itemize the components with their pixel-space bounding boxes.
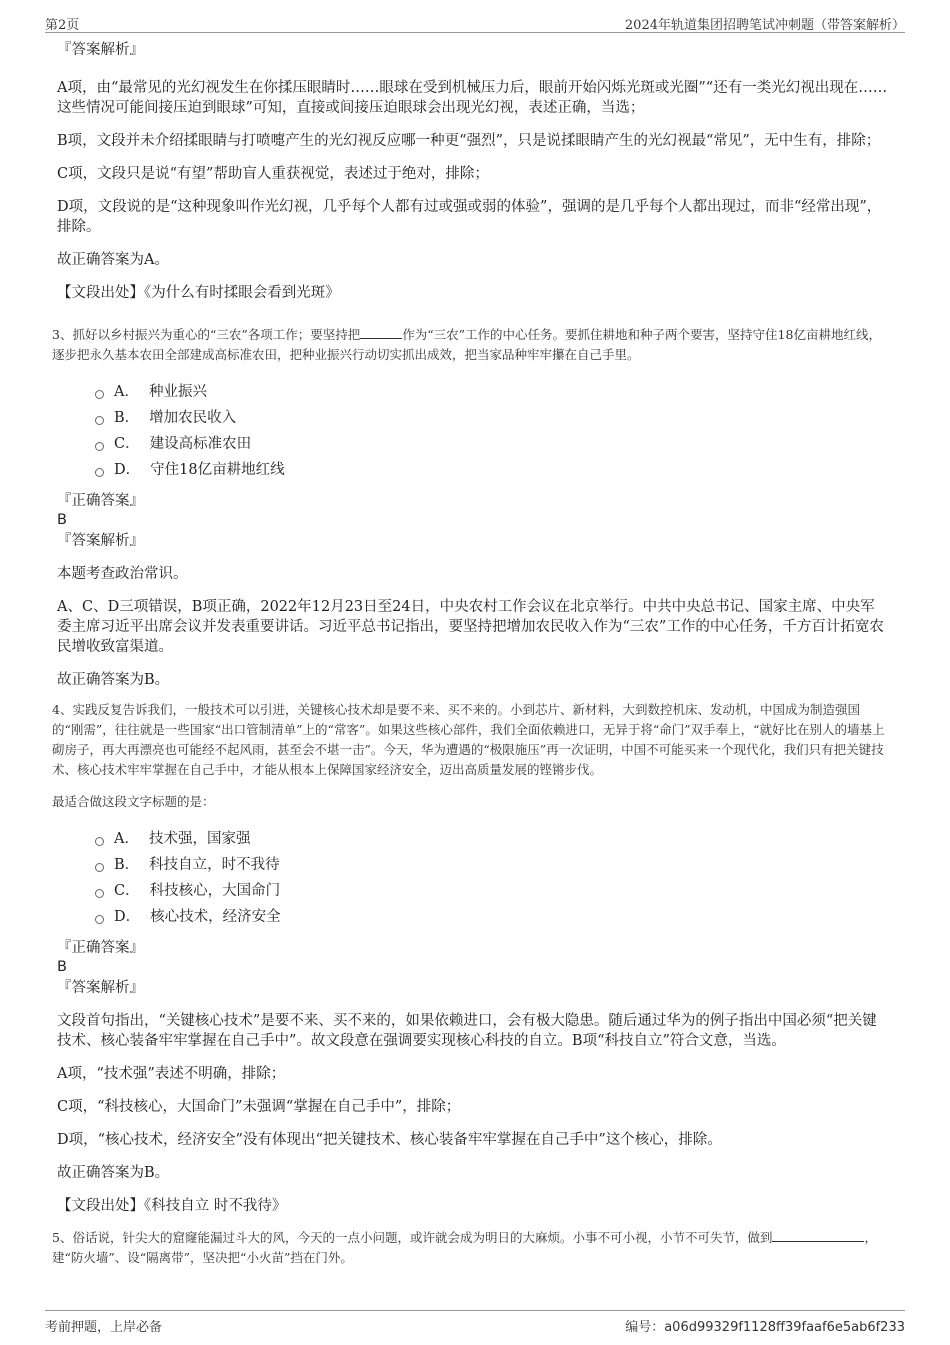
q3-option-b[interactable]: B． 增加农民收入 xyxy=(95,405,888,431)
radio-icon[interactable] xyxy=(95,468,104,477)
q2-analysis-tag: 『答案解析』 xyxy=(57,42,144,58)
q4-source: 【文段出处】《科技自立 时不我待》 xyxy=(57,1198,287,1214)
q2-conclusion: 故正确答案为A。 xyxy=(57,252,169,268)
q4-analysis-c: C项，“科技核心，大国命门”未强调“掌握在自己手中”，排除； xyxy=(57,1099,461,1115)
radio-icon[interactable] xyxy=(95,837,104,846)
q5-stem: 5、俗话说，针尖大的窟窿能漏过斗大的风，今天的一点小问题，或许就会成为明日的大麻烦。小事不可小视，小节不可失节，做到 ，建“防火墙”、设“隔离带”，坚决把“小火苗”挡在门外。 xyxy=(52,1230,877,1265)
q3-correct-tag: 『正确答案』 xyxy=(57,493,144,509)
document-content xyxy=(52,40,888,1276)
q2-analysis-a: A项，由“最常见的光幻视发生在你揉压眼睛时……眼球在受到机械压力后，眼前开始闪烁光斑或光圈”“还有一类光幻视出现在……这些情况可能间接压迫到眼球”可知，直接或间接压迫眼球会出现光幻视，表述正确，当选； xyxy=(57,80,888,116)
fill-blank xyxy=(360,326,402,339)
q3-options xyxy=(95,379,888,483)
q3-option-a[interactable]: A． 种业振兴 xyxy=(95,379,888,405)
page-footer xyxy=(45,1310,905,1333)
q2-analysis-d: D项，文段说的是“这种现象叫作光幻视，几乎每个人都有过或强或弱的体验”，强调的是几乎每个人都出现过，而非“经常出现”，排除。 xyxy=(57,199,882,235)
q3-option-c[interactable]: C． 建设高标准农田 xyxy=(95,431,888,457)
q4-options xyxy=(95,826,888,930)
q4-option-c[interactable]: C． 科技核心，大国命门 xyxy=(95,878,888,904)
q3-conclusion: 故正确答案为B。 xyxy=(57,672,170,688)
q4-question: 最适合做这段文字标题的是： xyxy=(52,794,215,809)
q4-option-b[interactable]: B． 科技自立，时不我待 xyxy=(95,852,888,878)
radio-icon[interactable] xyxy=(95,390,104,399)
radio-icon[interactable] xyxy=(95,416,104,425)
q4-analysis-a: A项，“技术强”表述不明确，排除； xyxy=(57,1066,286,1082)
q3-stem: 3、抓好以乡村振兴为重心的“三农”各项工作；要坚持把 作为“三农”工作的中心任务。要抓住耕地和种子两个要害，坚持守住18亿亩耕地红线，逐步把永久基本农田全部建成高标准农田，把种业振兴行动切实抓出成效，把当家品种牢牢攥在自己手里。 xyxy=(52,327,881,362)
page-header xyxy=(45,10,905,33)
q4-analysis-d: D项，“核心技术，经济安全”没有体现出“把关键技术、核心装备牢牢掌握在自己手中”这个核心，排除。 xyxy=(57,1132,722,1148)
q3-analysis-tag: 『答案解析』 xyxy=(57,533,144,549)
document-code: 编号：a06d99329f1128ff39faaf6e5ab6f233 xyxy=(625,1320,905,1335)
radio-icon[interactable] xyxy=(95,915,104,924)
radio-icon[interactable] xyxy=(95,442,104,451)
q3-option-d[interactable]: D． 守住18亿亩耕地红线 xyxy=(95,457,888,483)
page-number: 第2页 xyxy=(45,18,80,33)
fill-blank xyxy=(772,1229,864,1242)
q4-stem: 4、实践反复告诉我们，一般技术可以引进，关键核心技术却是要不来、买不来的。小到芯片、新材料，大到数控机床、发动机，中国成为制造强国的“刚需”，往往就是一些国家“出口管制清单”上的“常客”。如果这些核心部件，我们全面依赖进口，无异于将“命门”双手奉上，“就好比在别人的墙基上砌房子，再大再漂亮也可能经不起风雨，甚至会不堪一击”。今天，华为遭遇的“极限施压”再一次证明，中国不可能买来一个现代化，我们只有把关键技术、核心技术牢牢掌握在自己手中，才能从根本上保障国家经济安全，迈出高质量发展的铿锵步伐。 xyxy=(52,702,885,777)
q4-conclusion: 故正确答案为B。 xyxy=(57,1165,170,1181)
radio-icon[interactable] xyxy=(95,889,104,898)
q2-analysis-c: C项，文段只是说“有望”帮助盲人重获视觉，表述过于绝对，排除； xyxy=(57,166,489,182)
q4-correct-tag: 『正确答案』 xyxy=(57,940,144,956)
q4-analysis-tag: 『答案解析』 xyxy=(57,980,144,996)
q4-option-a[interactable]: A． 技术强，国家强 xyxy=(95,826,888,852)
q2-analysis-b: B项，文段并未介绍揉眼睛与打喷嚏产生的光幻视反应哪一种更“强烈”，只是说揉眼睛产生的光幻视最“常见”，无中生有，排除； xyxy=(57,133,881,149)
document-title: 2024年轨道集团招聘笔试冲刺题（带答案解析） xyxy=(624,18,905,33)
q4-answer: B xyxy=(57,959,67,975)
q4-option-d[interactable]: D． 核心技术，经济安全 xyxy=(95,904,888,930)
q2-source: 【文段出处】《为什么有时揉眼会看到光斑》 xyxy=(57,285,340,301)
q3-answer: B xyxy=(57,512,67,528)
q3-analysis-intro: 本题考查政治常识。 xyxy=(57,566,188,582)
footer-slogan: 考前押题，上岸必备 xyxy=(45,1320,163,1335)
radio-icon[interactable] xyxy=(95,863,104,872)
q3-analysis-body: A、C、D三项错误，B项正确，2022年12月23日至24日，中央农村工作会议在北京举行。中共中央总书记、国家主席、中央军委主席习近平出席会议并发表重要讲话。习近平总书记指出，要坚持把增加农民收入作为“三农”工作的中心任务，千方百计拓宽农民增收致富渠道。 xyxy=(57,599,884,655)
q4-analysis-main: 文段首句指出，“关键核心技术”是要不来、买不来的，如果依赖进口，会有极大隐患。随后通过华为的例子指出中国必须“把关键技术、核心装备牢牢掌握在自己手中”。故文段意在强调要实现核心科技的自立。B项“科技自立”符合文意，当选。 xyxy=(57,1013,877,1049)
